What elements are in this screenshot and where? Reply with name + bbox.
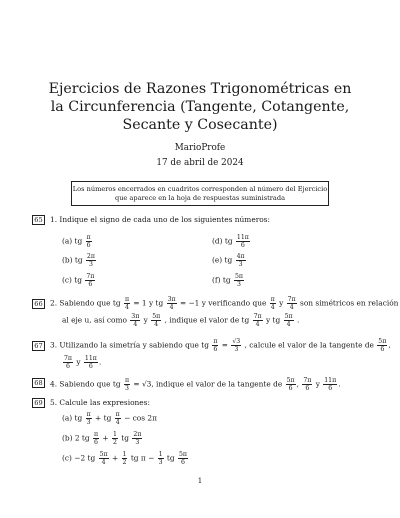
item-number: 5. bbox=[50, 398, 58, 407]
numerator: 4π bbox=[236, 253, 245, 260]
text: , calcule el valor de la tangente de bbox=[244, 340, 374, 350]
option-d bbox=[212, 234, 251, 249]
denominator: 4 bbox=[255, 321, 260, 328]
text: al eje u, así como bbox=[62, 315, 127, 325]
denominator: 6 bbox=[86, 242, 91, 249]
numerator: 5π bbox=[152, 313, 161, 320]
fraction bbox=[286, 377, 296, 392]
page-number: 1 bbox=[197, 476, 203, 485]
denominator: 2 bbox=[122, 459, 127, 466]
function-name: tg bbox=[224, 255, 233, 265]
numerator: 7π bbox=[287, 296, 296, 303]
numerator: √3 bbox=[232, 338, 241, 345]
denominator: 6 bbox=[380, 346, 385, 353]
numerator: π bbox=[124, 377, 130, 384]
denominator: 3 bbox=[125, 385, 129, 392]
denominator: 6 bbox=[328, 385, 333, 392]
function-name: tg bbox=[121, 433, 129, 443]
text: Sabiendo que tg bbox=[59, 379, 121, 389]
option-label: (f) bbox=[212, 275, 221, 285]
denominator: 4 bbox=[286, 321, 291, 328]
numerator: π bbox=[213, 338, 218, 345]
numerator: 5π bbox=[178, 451, 187, 458]
function-name: tg bbox=[74, 236, 83, 246]
fraction bbox=[178, 451, 188, 466]
option-label: (e) bbox=[212, 255, 223, 265]
numerator: 1 bbox=[122, 451, 127, 458]
denominator: 3 bbox=[135, 439, 140, 446]
fraction bbox=[284, 313, 294, 328]
numerator: 7π bbox=[86, 273, 95, 280]
text: , indique el valor de la tangente de bbox=[151, 379, 283, 389]
option-a bbox=[62, 234, 93, 249]
fraction bbox=[158, 451, 164, 466]
notice-box: Los números encerrados en cuadritos corresponden al número del Ejercicio que aparece en la hoja de respuestas suministrada bbox=[71, 181, 329, 206]
denominator: 4 bbox=[101, 459, 106, 466]
exercise-text: Indique el signo de cada uno de los siguientes números: bbox=[59, 215, 270, 224]
document-title: Ejercicios de Razones Trigonométricas en la Circunferencia (Tangente, Cotangente, Secante y Cosecante) bbox=[48, 81, 352, 133]
numerator: 5π bbox=[286, 377, 295, 384]
exercise-4-statement bbox=[50, 377, 341, 392]
fraction bbox=[86, 411, 92, 426]
denominator: 4 bbox=[115, 419, 120, 426]
fraction bbox=[231, 338, 241, 353]
exercise-3-line-1 bbox=[50, 338, 391, 353]
fraction bbox=[302, 377, 312, 392]
fraction bbox=[236, 253, 246, 268]
option-f bbox=[212, 273, 245, 288]
operator: + bbox=[95, 413, 102, 423]
numerator: 5π bbox=[234, 273, 243, 280]
denominator: 3 bbox=[236, 281, 241, 288]
exercise-1-statement bbox=[50, 215, 270, 225]
fraction bbox=[132, 431, 142, 446]
numerator: 5π bbox=[284, 313, 293, 320]
option-label: (b) bbox=[62, 433, 73, 443]
text: −2 tg bbox=[74, 453, 96, 463]
option-label: (d) bbox=[212, 236, 223, 246]
denominator: 3 bbox=[234, 346, 239, 353]
function-name: tg bbox=[74, 413, 83, 423]
denominator: 4 bbox=[125, 304, 129, 311]
denominator: 6 bbox=[88, 363, 93, 370]
text: y tg bbox=[265, 315, 281, 325]
text: = 1 y tg bbox=[133, 298, 164, 308]
exercise-3-line-2 bbox=[62, 355, 101, 370]
exercise-number-box: 67 bbox=[32, 341, 45, 351]
numerator: π bbox=[93, 431, 99, 438]
function-name: tg bbox=[103, 413, 112, 423]
numerator: 7π bbox=[303, 377, 312, 384]
denominator: 6 bbox=[288, 385, 293, 392]
denominator: 6 bbox=[305, 385, 310, 392]
fraction bbox=[377, 338, 387, 353]
denominator: 3 bbox=[158, 459, 163, 466]
option-c bbox=[62, 273, 96, 288]
option-label: (c) bbox=[62, 453, 72, 463]
function-name: tg bbox=[74, 255, 83, 265]
denominator: 4 bbox=[270, 304, 275, 311]
denominator: 6 bbox=[94, 439, 98, 446]
fraction bbox=[112, 431, 118, 446]
text: 2 tg bbox=[74, 433, 90, 443]
author: MarioProfe bbox=[174, 143, 226, 153]
denominator: 4 bbox=[154, 321, 159, 328]
fraction bbox=[115, 411, 121, 426]
denominator: 6 bbox=[66, 363, 70, 370]
text: tg π − bbox=[130, 453, 155, 463]
denominator: 4 bbox=[289, 304, 294, 311]
operator: + bbox=[111, 453, 119, 463]
text: Sabiendo que tg bbox=[59, 298, 121, 308]
fraction bbox=[253, 313, 263, 328]
expression-a bbox=[62, 411, 157, 426]
numerator: 11π bbox=[236, 234, 249, 241]
item-number: 2. bbox=[50, 298, 58, 308]
denominator: 6 bbox=[181, 459, 185, 466]
exercise-number-box: 68 bbox=[32, 378, 45, 388]
numerator: π bbox=[86, 234, 91, 241]
numerator: 5π bbox=[99, 451, 108, 458]
fraction bbox=[85, 273, 95, 288]
text: y bbox=[143, 315, 148, 325]
text: . bbox=[296, 315, 300, 325]
fraction bbox=[124, 377, 130, 392]
fraction bbox=[287, 296, 297, 311]
function-name: tg bbox=[74, 275, 82, 285]
fraction bbox=[130, 313, 140, 328]
option-e bbox=[212, 253, 247, 268]
denominator: 3 bbox=[86, 419, 91, 426]
numerator: 7π bbox=[64, 355, 73, 362]
denominator: 4 bbox=[133, 321, 138, 328]
fraction bbox=[234, 273, 244, 288]
denominator: 3 bbox=[88, 261, 93, 268]
denominator: 3 bbox=[238, 261, 243, 268]
date: 17 de abril de 2024 bbox=[156, 158, 244, 168]
text: = −1 y verificando que bbox=[179, 298, 267, 308]
numerator: 2π bbox=[86, 253, 95, 260]
fraction bbox=[124, 296, 130, 311]
exercise-5-statement bbox=[50, 398, 150, 408]
text: = bbox=[221, 340, 228, 350]
fraction bbox=[167, 296, 177, 311]
fraction bbox=[99, 451, 109, 466]
denominator: 2 bbox=[112, 439, 117, 446]
exercise-2-line-1 bbox=[50, 296, 398, 311]
numerator: π bbox=[270, 296, 275, 303]
numerator: 3π bbox=[167, 296, 176, 303]
denominator: 6 bbox=[88, 281, 93, 288]
text: , indique el valor de tg bbox=[164, 315, 250, 325]
option-label: (c) bbox=[62, 275, 72, 285]
option-label: (a) bbox=[62, 413, 73, 423]
text: = bbox=[133, 379, 140, 389]
operator: + bbox=[102, 433, 109, 443]
exercise-number-box: 69 bbox=[32, 398, 45, 408]
numerator: π bbox=[124, 296, 130, 303]
expression-c bbox=[62, 451, 189, 466]
numerator: 5π bbox=[378, 338, 387, 345]
denominator: 4 bbox=[169, 304, 174, 311]
text: y bbox=[279, 298, 284, 308]
fraction bbox=[86, 234, 92, 249]
fraction bbox=[270, 296, 276, 311]
numerator: 2π bbox=[133, 431, 142, 438]
fraction bbox=[63, 355, 73, 370]
function-name: tg bbox=[224, 236, 233, 246]
option-label: (a) bbox=[62, 236, 73, 246]
numerator: 1 bbox=[112, 431, 117, 438]
numerator: 11π bbox=[324, 377, 337, 384]
option-label: (b) bbox=[62, 255, 73, 265]
numerator: π bbox=[115, 411, 120, 418]
fraction bbox=[84, 355, 98, 370]
expression-b bbox=[62, 431, 143, 446]
fraction bbox=[236, 234, 250, 249]
function-name: tg bbox=[222, 275, 231, 285]
denominator: 6 bbox=[240, 242, 245, 249]
text: . bbox=[98, 357, 102, 367]
text: son simétricos en relación bbox=[300, 298, 399, 308]
numerator: 7π bbox=[253, 313, 262, 320]
fraction bbox=[93, 431, 99, 446]
exercise-number-box: 66 bbox=[32, 299, 45, 309]
fraction bbox=[122, 451, 128, 466]
exercise-text: Calcule las expresiones: bbox=[59, 398, 150, 407]
function-name: tg bbox=[166, 453, 175, 463]
item-number: 3. bbox=[50, 340, 58, 350]
option-b bbox=[62, 253, 97, 268]
text: , bbox=[388, 340, 391, 350]
exercise-number-box: 65 bbox=[32, 215, 45, 225]
text: − cos 2π bbox=[124, 413, 157, 423]
text: y bbox=[315, 379, 320, 389]
fraction bbox=[323, 377, 337, 392]
text: Utilizando la simetría y sabiendo que tg bbox=[59, 340, 209, 350]
item-number: 1. bbox=[50, 215, 58, 224]
square-root: √3 bbox=[141, 379, 152, 389]
fraction bbox=[86, 253, 96, 268]
numerator: π bbox=[86, 411, 91, 418]
item-number: 4. bbox=[50, 379, 58, 389]
numerator: 11π bbox=[84, 355, 97, 362]
text: , bbox=[296, 379, 299, 389]
fraction bbox=[151, 313, 161, 328]
fraction bbox=[212, 338, 218, 353]
text: . bbox=[338, 379, 341, 389]
exercise-2-line-2 bbox=[62, 313, 299, 328]
numerator: 3π bbox=[131, 313, 140, 320]
numerator: 1 bbox=[158, 451, 163, 458]
text: y bbox=[76, 357, 81, 367]
denominator: 6 bbox=[213, 346, 218, 353]
